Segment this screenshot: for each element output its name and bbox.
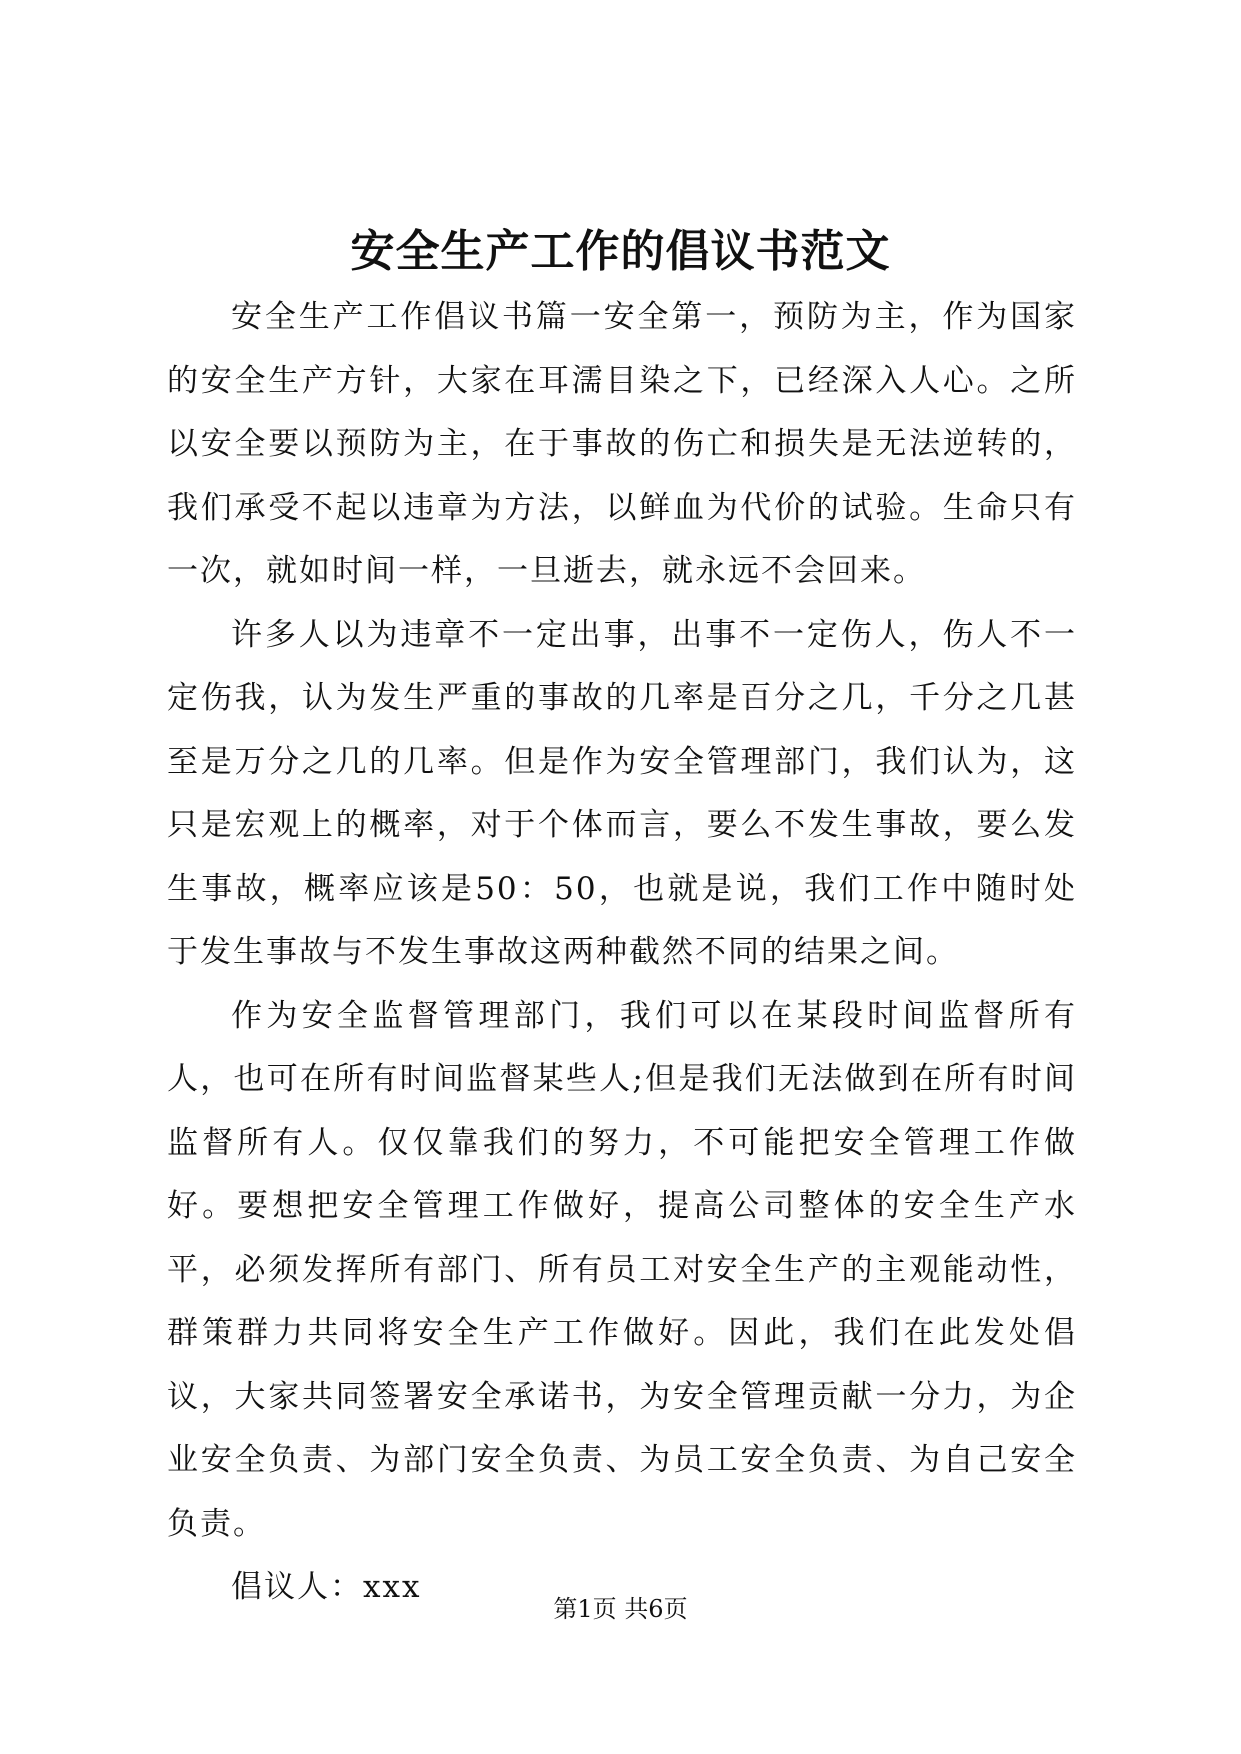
- paragraph-1: 安全生产工作倡议书篇一安全第一，预防为主，作为国家的安全生产方针，大家在耳濡目染之下，已经深入人心。之所以安全要以预防为主，在于事故的伤亡和损失是无法逆转的，我们承受不起以违章为方法，以鲜血为代价的试验。生命只有一次，就如时间一样，一旦逝去，就永远不会回来。: [167, 299, 1077, 589]
- document-body: [167, 286, 1077, 1620]
- paragraph-3: 作为安全监督管理部门，我们可以在某段时间监督所有人，也可在所有时间监督某些人;但是我们无法做到在所有时间监督所有人。仅仅靠我们的努力，不可能把安全管理工作做好。要想把安全管理工作做好，提高公司整体的安全生产水平，必须发挥所有部门、所有员工对安全生产的主观能动性，群策群力共同将安全生产工作做好。因此，我们在此发处倡议，大家共同签署安全承诺书，为安全管理贡献一分力，为企业安全负责、为部门安全负责、为员工安全负责、为自己安全负责。: [167, 997, 1077, 1542]
- paragraph-2: 许多人以为违章不一定出事，出事不一定伤人，伤人不一定伤我，认为发生严重的事故的几率是百分之几，千分之几甚至是万分之几的几率。但是作为安全管理部门，我们认为，这只是宏观上的概率，对于个体而言，要么不发生事故，要么发生事故，概率应该是50：50，也就是说，我们工作中随时处于发生事故与不发生事故这两种截然不同的结果之间。: [167, 616, 1077, 970]
- document-title: 安全生产工作的倡议书范文: [350, 226, 891, 277]
- signature-line: 倡议人：xxx: [231, 1569, 422, 1605]
- page-footer: 第1页 共6页: [553, 1595, 688, 1623]
